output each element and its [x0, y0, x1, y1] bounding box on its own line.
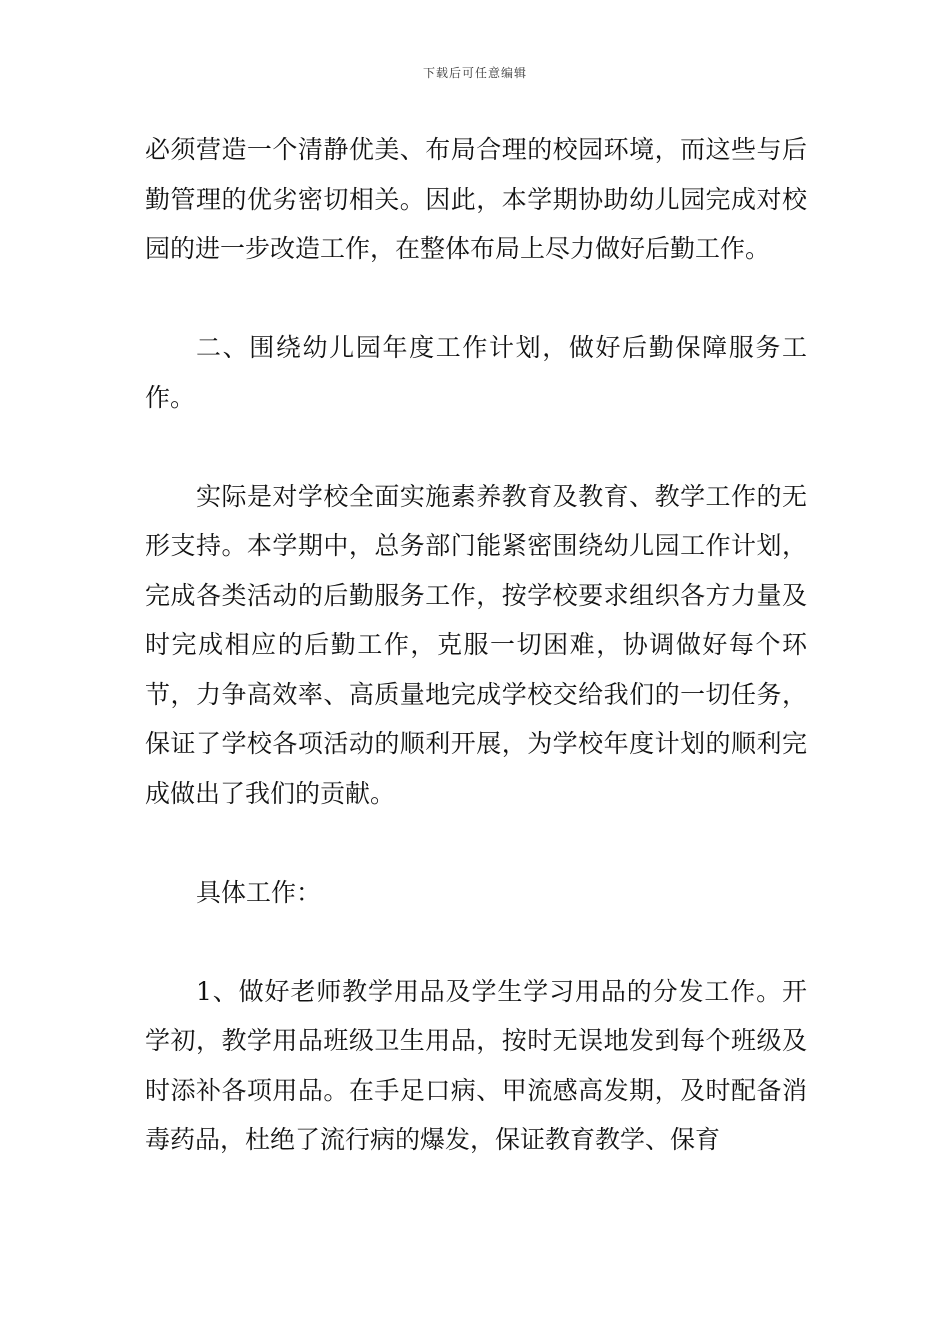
paragraph-body: 实际是对学校全面实施素养教育及教育、教学工作的无形支持。本学期中，总务部门能紧密围绕幼儿园工作计划，完成各类活动的后勤服务工作，按学校要求组织各方力量及时完成相应的后勤工作，克服一切困难，协调做好每个环节，力争高效率、高质量地完成学校交给我们的一切任务，保证了学校各项活动的顺利开展，为学校年度计划的顺利完成做出了我们的贡献。	[145, 481, 807, 808]
header-note: 下载后可任意编辑	[422, 66, 527, 80]
paragraph-item: 1、做好老师教学用品及学生学习用品的分发工作。开学初，教学用品班级卫生用品，按时无误地发到每个班级及时添补各项用品。在手足口病、甲流感高发期，及时配备消毒药品，杜绝了流行病的爆发，保证教育教学、保育	[145, 976, 807, 1154]
subheading: 具体工作：	[196, 877, 322, 907]
document-body	[145, 125, 807, 1165]
section-heading: 二、围绕幼儿园年度工作计划，做好后勤保障服务工作。	[145, 333, 807, 412]
paragraph-continuation: 必须营造一个清静优美、布局合理的校园环境，而这些与后勤管理的优劣密切相关。因此，本学期协助幼儿园完成对校园的进一步改造工作，在整体布局上尽力做好后勤工作。	[145, 135, 807, 263]
